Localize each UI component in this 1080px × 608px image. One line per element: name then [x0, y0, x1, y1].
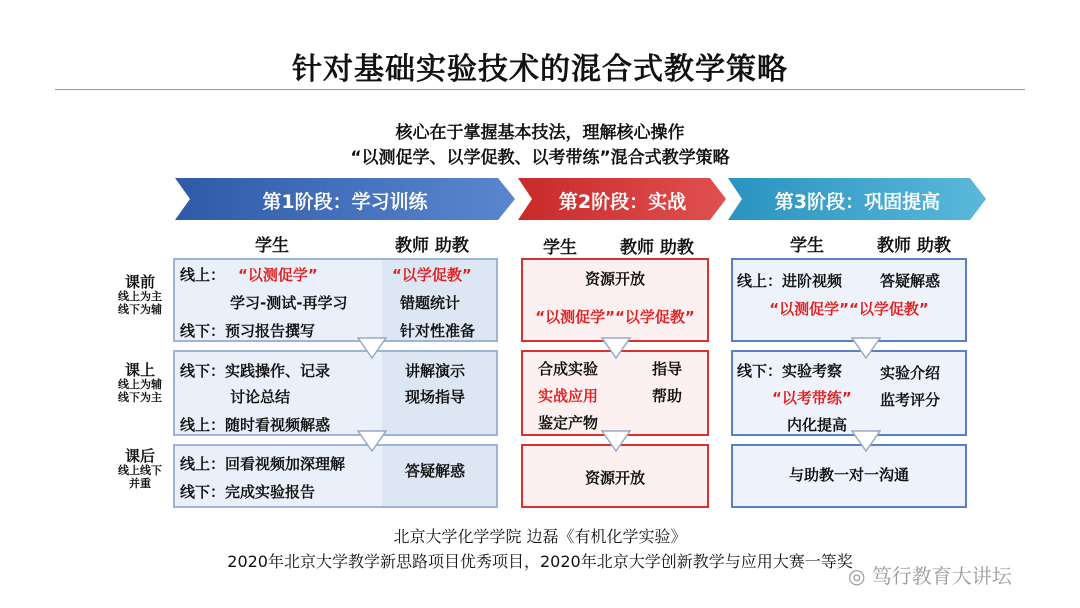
s1-post-report: 线下：完成实验报告: [180, 483, 316, 501]
row-post-note1: 线上线下: [118, 464, 162, 478]
wechat-icon: ◎: [848, 564, 866, 588]
s1-in-demo: 讲解演示: [405, 362, 466, 380]
s1-pre-stats: 错题统计: [400, 294, 461, 312]
s1-pre-prep: 针对性准备: [400, 322, 476, 340]
s2-teacher-header: 教师 助教: [620, 238, 694, 258]
s1-arrow-down-1: [358, 338, 386, 358]
stage2-label: 第2阶段：实战: [558, 191, 687, 213]
s3-pre-red: “以测促学”“以学促教”: [769, 300, 929, 318]
s1-pre-offline: 线下：预习报告撰写: [180, 322, 316, 340]
s1-post-answer: 答疑解惑: [405, 462, 466, 480]
s2-pre-red: “以测促学”“以学促教”: [535, 308, 695, 326]
stage1-label: 第1阶段：学习训练: [262, 191, 428, 213]
s2-arrow-down-1: [602, 338, 630, 358]
s3-in-exam: 线下：实验考察: [737, 362, 843, 380]
s2-arrow-down-2: [602, 431, 630, 451]
s3-pre-answer: 答疑解惑: [880, 272, 941, 290]
footer-source: 北京大学化学学院 边磊《有机化学实验》: [393, 527, 687, 546]
row-in-note1: 线上为辅: [118, 378, 162, 392]
stage3-label: 第3阶段：巩固提高: [774, 191, 941, 213]
s1-in-video: 线上：随时看视频解惑: [180, 416, 331, 434]
s3-in-score: 监考评分: [880, 391, 941, 409]
row-pre-title: 课前: [124, 273, 155, 291]
s1-in-discuss: 讨论总结: [230, 388, 291, 406]
s3-pre-video: 线上：进阶视频: [737, 272, 843, 290]
watermark-text: 笃行教育大讲坛: [871, 564, 1012, 588]
s3-teacher-header: 教师 助教: [877, 236, 951, 256]
s3-arrow-down-1: [852, 338, 880, 358]
row-in-title: 课上: [124, 361, 155, 379]
s1-pre-teacher-red: “以学促教”: [392, 266, 472, 284]
s3-in-intro: 实验介绍: [880, 364, 941, 382]
s2-post-resource: 资源开放: [584, 469, 645, 487]
row-post-note2: 并重: [129, 476, 151, 490]
s3-in-internalize: 内化提高: [787, 416, 848, 434]
s1-pre-study: 学习-测试-再学习: [230, 294, 348, 312]
subtitle-strategy: “以测促学、以学促教、以考带练”混合式教学策略: [350, 148, 730, 168]
s1-arrow-down-2: [358, 431, 386, 451]
s1-post-review: 线上：回看视频加深理解: [180, 455, 346, 473]
s1-pre-online-label: 线上：: [180, 266, 226, 284]
page-title: 针对基础实验技术的混合式教学策略: [292, 52, 788, 87]
row-in-note2: 线下为主: [118, 390, 162, 404]
s1-in-practice: 线下：实践操作、记录: [180, 362, 331, 380]
subtitle-core: 核心在于掌握基本技法，理解核心操作: [395, 123, 685, 143]
s2-in-guide: 指导: [652, 360, 683, 378]
s2-in-help: 帮助: [652, 387, 683, 405]
row-pre-note2: 线下为辅: [118, 302, 162, 316]
footer-awards: 2020年北京大学教学新思路项目优秀项目，2020年北京大学创新教学与应用大赛一等奖: [227, 552, 853, 571]
s3-in-red: “以考带练”: [772, 389, 852, 407]
s2-pre-resource: 资源开放: [584, 270, 645, 288]
watermark: [848, 560, 1012, 589]
s2-in-apply: 实战应用: [538, 387, 599, 405]
s2-in-identify: 鉴定产物: [538, 414, 599, 432]
s3-post-comm: 与助教一对一沟通: [788, 466, 909, 484]
s1-teacher-header: 教师 助教: [395, 236, 469, 256]
s1-in-guide: 现场指导: [405, 388, 466, 406]
s2-in-synth: 合成实验: [538, 360, 599, 378]
s2-student-header: 学生: [543, 238, 577, 258]
row-pre-note1: 线上为主: [118, 290, 162, 304]
s3-student-header: 学生: [790, 236, 824, 256]
s1-student-header: 学生: [255, 236, 289, 256]
row-post-title: 课后: [124, 447, 155, 465]
s3-arrow-down-2: [852, 431, 880, 451]
s1-pre-online-red: “以测促学”: [238, 266, 318, 284]
